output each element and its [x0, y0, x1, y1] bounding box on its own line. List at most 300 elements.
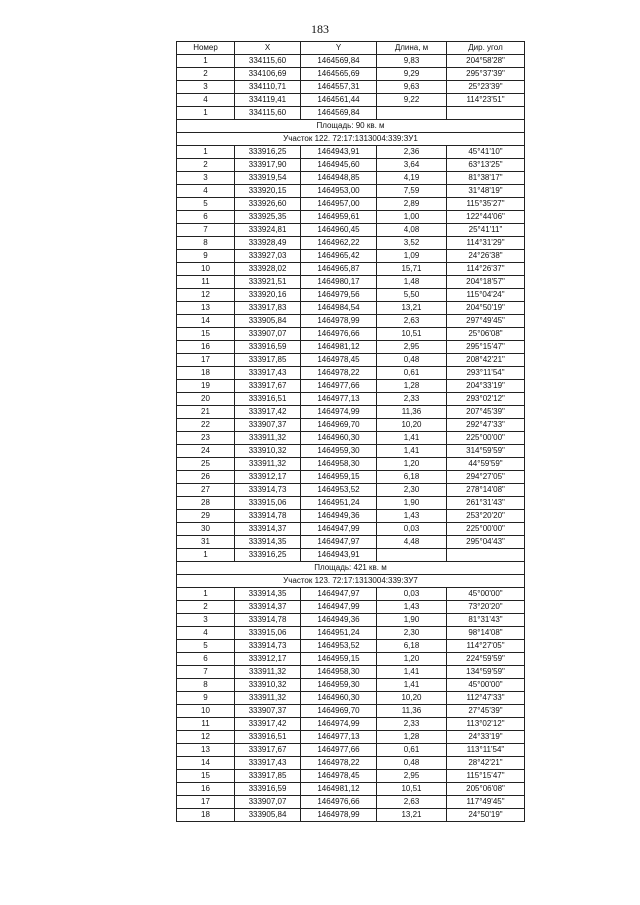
angle-cell: 44°59'59" [447, 458, 525, 471]
point-number-cell: 10 [177, 263, 235, 276]
x-cell: 333919,54 [235, 172, 301, 185]
x-cell: 333911,32 [235, 432, 301, 445]
x-cell: 333914,37 [235, 523, 301, 536]
angle-cell: 115°35'27" [447, 198, 525, 211]
y-cell: 1464984,54 [301, 302, 377, 315]
x-cell: 333917,67 [235, 380, 301, 393]
table-row [177, 731, 525, 744]
x-cell: 333917,85 [235, 770, 301, 783]
length-cell: 13,21 [377, 809, 447, 822]
angle-cell: 27°45'39" [447, 705, 525, 718]
point-number-cell: 8 [177, 679, 235, 692]
length-cell: 2,30 [377, 484, 447, 497]
y-cell: 1464557,31 [301, 81, 377, 94]
area-row [177, 562, 525, 575]
header-number: Номер [177, 42, 235, 55]
table-row [177, 484, 525, 497]
table-row [177, 458, 525, 471]
x-cell: 333907,37 [235, 705, 301, 718]
table-row [177, 198, 525, 211]
x-cell: 333927,03 [235, 250, 301, 263]
y-cell: 1464949,36 [301, 510, 377, 523]
length-cell: 0,03 [377, 523, 447, 536]
table-row [177, 653, 525, 666]
y-cell: 1464561,44 [301, 94, 377, 107]
point-number-cell: 10 [177, 705, 235, 718]
length-cell: 1,28 [377, 731, 447, 744]
point-number-cell: 21 [177, 406, 235, 419]
x-cell: 333928,49 [235, 237, 301, 250]
point-number-cell: 26 [177, 471, 235, 484]
coordinates-table [176, 41, 525, 822]
table-row [177, 705, 525, 718]
table-row [177, 796, 525, 809]
length-cell: 3,64 [377, 159, 447, 172]
y-cell: 1464978,22 [301, 757, 377, 770]
table-row [177, 68, 525, 81]
length-cell: 10,51 [377, 328, 447, 341]
x-cell: 333914,37 [235, 601, 301, 614]
x-cell: 333925,35 [235, 211, 301, 224]
y-cell: 1464960,30 [301, 692, 377, 705]
angle-cell: 314°59'59" [447, 445, 525, 458]
table-row [177, 146, 525, 159]
x-cell: 333920,16 [235, 289, 301, 302]
table-row [177, 614, 525, 627]
y-cell: 1464974,99 [301, 718, 377, 731]
x-cell: 333914,78 [235, 614, 301, 627]
angle-cell: 225°00'00" [447, 523, 525, 536]
angle-cell: 114°23'51" [447, 94, 525, 107]
table-row [177, 536, 525, 549]
length-cell: 3,52 [377, 237, 447, 250]
length-cell: 2,63 [377, 796, 447, 809]
angle-cell: 81°38'17" [447, 172, 525, 185]
angle-cell: 225°00'00" [447, 432, 525, 445]
length-cell: 4,48 [377, 536, 447, 549]
table-row [177, 471, 525, 484]
y-cell: 1464947,99 [301, 601, 377, 614]
angle-cell: 204°33'19" [447, 380, 525, 393]
table-row [177, 263, 525, 276]
point-number-cell: 14 [177, 757, 235, 770]
y-cell: 1464978,45 [301, 354, 377, 367]
table-row [177, 250, 525, 263]
angle-cell: 204°58'28" [447, 55, 525, 68]
point-number-cell: 12 [177, 731, 235, 744]
y-cell: 1464965,42 [301, 250, 377, 263]
y-cell: 1464943,91 [301, 549, 377, 562]
y-cell: 1464948,85 [301, 172, 377, 185]
page-number: 183 [311, 22, 329, 36]
x-cell: 333907,07 [235, 796, 301, 809]
point-number-cell: 19 [177, 380, 235, 393]
y-cell: 1464980,17 [301, 276, 377, 289]
length-cell: 5,50 [377, 289, 447, 302]
y-cell: 1464947,99 [301, 523, 377, 536]
point-number-cell: 1 [177, 107, 235, 120]
table-row [177, 55, 525, 68]
length-cell: 2,95 [377, 770, 447, 783]
length-cell: 11,36 [377, 705, 447, 718]
point-number-cell: 9 [177, 692, 235, 705]
length-cell: 2,30 [377, 627, 447, 640]
length-cell: 4,19 [377, 172, 447, 185]
y-cell: 1464976,66 [301, 328, 377, 341]
area-total: Площадь: 421 кв. м [177, 562, 525, 575]
x-cell: 333916,25 [235, 146, 301, 159]
angle-cell: 24°50'19" [447, 809, 525, 822]
x-cell: 333905,84 [235, 315, 301, 328]
angle-cell: 295°15'47" [447, 341, 525, 354]
angle-cell: 122°44'06" [447, 211, 525, 224]
y-cell: 1464977,66 [301, 380, 377, 393]
point-number-cell: 2 [177, 159, 235, 172]
table-body [177, 55, 525, 822]
length-cell: 0,61 [377, 744, 447, 757]
length-cell: 2,33 [377, 718, 447, 731]
point-number-cell: 15 [177, 328, 235, 341]
x-cell: 333912,17 [235, 471, 301, 484]
area-row [177, 120, 525, 133]
table-row [177, 432, 525, 445]
x-cell: 333914,78 [235, 510, 301, 523]
length-cell: 11,36 [377, 406, 447, 419]
length-cell: 1,41 [377, 666, 447, 679]
length-cell: 4,08 [377, 224, 447, 237]
x-cell: 333917,83 [235, 302, 301, 315]
table-row [177, 367, 525, 380]
y-cell: 1464953,00 [301, 185, 377, 198]
y-cell: 1464958,30 [301, 458, 377, 471]
length-cell: 9,63 [377, 81, 447, 94]
y-cell: 1464947,97 [301, 588, 377, 601]
point-number-cell: 3 [177, 614, 235, 627]
table-row [177, 107, 525, 120]
angle-cell: 205°06'08" [447, 783, 525, 796]
length-cell: 6,18 [377, 471, 447, 484]
length-cell: 1,00 [377, 211, 447, 224]
length-cell: 1,90 [377, 497, 447, 510]
table-row [177, 81, 525, 94]
x-cell: 333917,42 [235, 406, 301, 419]
length-cell: 1,20 [377, 653, 447, 666]
header-length: Длина, м [377, 42, 447, 55]
point-number-cell: 28 [177, 497, 235, 510]
angle-cell: 81°31'43" [447, 614, 525, 627]
y-cell: 1464951,24 [301, 497, 377, 510]
point-number-cell: 1 [177, 588, 235, 601]
x-cell: 333917,42 [235, 718, 301, 731]
table-row [177, 406, 525, 419]
y-cell: 1464958,30 [301, 666, 377, 679]
point-number-cell: 30 [177, 523, 235, 536]
point-number-cell: 4 [177, 185, 235, 198]
x-cell: 333914,35 [235, 536, 301, 549]
point-number-cell: 5 [177, 640, 235, 653]
x-cell: 333912,17 [235, 653, 301, 666]
y-cell: 1464969,70 [301, 419, 377, 432]
plot-title-row [177, 575, 525, 588]
length-cell: 1,43 [377, 601, 447, 614]
plot-title: Участок 123. 72:17:1313004:339:ЗУ7 [177, 575, 525, 588]
y-cell: 1464960,30 [301, 432, 377, 445]
point-number-cell: 5 [177, 198, 235, 211]
length-cell: 2,95 [377, 341, 447, 354]
table-row [177, 172, 525, 185]
point-number-cell: 6 [177, 653, 235, 666]
x-cell: 333910,32 [235, 445, 301, 458]
point-number-cell: 9 [177, 250, 235, 263]
angle-cell: 208°42'21" [447, 354, 525, 367]
y-cell: 1464981,12 [301, 783, 377, 796]
y-cell: 1464959,15 [301, 471, 377, 484]
x-cell: 333907,07 [235, 328, 301, 341]
y-cell: 1464969,70 [301, 705, 377, 718]
y-cell: 1464976,66 [301, 796, 377, 809]
x-cell: 333926,60 [235, 198, 301, 211]
x-cell: 333916,25 [235, 549, 301, 562]
angle-cell: 73°20'20" [447, 601, 525, 614]
table-row [177, 640, 525, 653]
y-cell: 1464978,45 [301, 770, 377, 783]
point-number-cell: 4 [177, 627, 235, 640]
y-cell: 1464959,30 [301, 445, 377, 458]
angle-cell: 114°27'05" [447, 640, 525, 653]
angle-cell: 45°41'10" [447, 146, 525, 159]
point-number-cell: 12 [177, 289, 235, 302]
angle-cell: 28°42'21" [447, 757, 525, 770]
table-row [177, 328, 525, 341]
angle-cell: 115°04'24" [447, 289, 525, 302]
length-cell: 1,28 [377, 380, 447, 393]
length-cell: 10,20 [377, 692, 447, 705]
table-row [177, 497, 525, 510]
angle-cell: 224°59'59" [447, 653, 525, 666]
table-row [177, 770, 525, 783]
length-cell: 10,51 [377, 783, 447, 796]
angle-cell: 113°11'54" [447, 744, 525, 757]
table-row [177, 380, 525, 393]
x-cell: 333917,67 [235, 744, 301, 757]
angle-cell: 293°02'12" [447, 393, 525, 406]
plot-title-row [177, 133, 525, 146]
y-cell: 1464569,84 [301, 107, 377, 120]
angle-cell [447, 549, 525, 562]
angle-cell: 114°26'37" [447, 263, 525, 276]
x-cell: 334110,71 [235, 81, 301, 94]
length-cell: 1,90 [377, 614, 447, 627]
point-number-cell: 1 [177, 146, 235, 159]
angle-cell: 295°04'43" [447, 536, 525, 549]
y-cell: 1464962,22 [301, 237, 377, 250]
x-cell: 334115,60 [235, 55, 301, 68]
table-row [177, 783, 525, 796]
point-number-cell: 31 [177, 536, 235, 549]
angle-cell: 207°45'39" [447, 406, 525, 419]
length-cell: 13,21 [377, 302, 447, 315]
angle-cell: 112°47'33" [447, 692, 525, 705]
length-cell: 1,09 [377, 250, 447, 263]
length-cell: 2,33 [377, 393, 447, 406]
x-cell: 333905,84 [235, 809, 301, 822]
length-cell: 15,71 [377, 263, 447, 276]
y-cell: 1464978,99 [301, 809, 377, 822]
y-cell: 1464569,84 [301, 55, 377, 68]
angle-cell: 31°48'19" [447, 185, 525, 198]
angle-cell: 253°20'20" [447, 510, 525, 523]
angle-cell: 113°02'12" [447, 718, 525, 731]
length-cell: 9,22 [377, 94, 447, 107]
length-cell: 2,36 [377, 146, 447, 159]
point-number-cell: 8 [177, 237, 235, 250]
point-number-cell: 11 [177, 718, 235, 731]
angle-cell: 25°41'11" [447, 224, 525, 237]
angle-cell: 114°31'29" [447, 237, 525, 250]
point-number-cell: 15 [177, 770, 235, 783]
angle-cell [447, 107, 525, 120]
y-cell: 1464957,00 [301, 198, 377, 211]
y-cell: 1464945,60 [301, 159, 377, 172]
point-number-cell: 11 [177, 276, 235, 289]
x-cell: 334119,41 [235, 94, 301, 107]
point-number-cell: 17 [177, 796, 235, 809]
table-row [177, 354, 525, 367]
length-cell: 2,63 [377, 315, 447, 328]
length-cell: 9,83 [377, 55, 447, 68]
y-cell: 1464959,61 [301, 211, 377, 224]
length-cell [377, 107, 447, 120]
length-cell: 1,43 [377, 510, 447, 523]
angle-cell: 25°06'08" [447, 328, 525, 341]
angle-cell: 24°26'38" [447, 250, 525, 263]
point-number-cell: 25 [177, 458, 235, 471]
length-cell: 1,41 [377, 432, 447, 445]
table-row [177, 757, 525, 770]
table-row [177, 523, 525, 536]
x-cell: 333911,32 [235, 692, 301, 705]
x-cell: 333914,35 [235, 588, 301, 601]
y-cell: 1464965,87 [301, 263, 377, 276]
length-cell: 1,48 [377, 276, 447, 289]
table-row [177, 692, 525, 705]
point-number-cell: 18 [177, 367, 235, 380]
point-number-cell: 22 [177, 419, 235, 432]
angle-cell: 295°37'39" [447, 68, 525, 81]
x-cell: 333914,73 [235, 484, 301, 497]
point-number-cell: 7 [177, 224, 235, 237]
x-cell: 334106,69 [235, 68, 301, 81]
y-cell: 1464979,56 [301, 289, 377, 302]
length-cell: 6,18 [377, 640, 447, 653]
point-number-cell: 20 [177, 393, 235, 406]
x-cell: 333915,06 [235, 627, 301, 640]
table-row [177, 289, 525, 302]
x-cell: 333911,32 [235, 666, 301, 679]
y-cell: 1464978,22 [301, 367, 377, 380]
length-cell [377, 549, 447, 562]
y-cell: 1464959,30 [301, 679, 377, 692]
point-number-cell: 1 [177, 55, 235, 68]
table-row [177, 627, 525, 640]
length-cell: 10,20 [377, 419, 447, 432]
x-cell: 333921,51 [235, 276, 301, 289]
length-cell: 9,29 [377, 68, 447, 81]
x-cell: 333916,59 [235, 783, 301, 796]
header-x: X [235, 42, 301, 55]
length-cell: 1,41 [377, 679, 447, 692]
point-number-cell: 3 [177, 172, 235, 185]
table-row [177, 302, 525, 315]
length-cell: 0,61 [377, 367, 447, 380]
x-cell: 333917,43 [235, 367, 301, 380]
length-cell: 0,48 [377, 757, 447, 770]
y-cell: 1464951,24 [301, 627, 377, 640]
angle-cell: 261°31'43" [447, 497, 525, 510]
table-row [177, 809, 525, 822]
x-cell: 333915,06 [235, 497, 301, 510]
point-number-cell: 16 [177, 783, 235, 796]
x-cell: 333916,51 [235, 393, 301, 406]
length-cell: 1,20 [377, 458, 447, 471]
table-row [177, 224, 525, 237]
table-row [177, 445, 525, 458]
point-number-cell: 18 [177, 809, 235, 822]
table-row [177, 419, 525, 432]
point-number-cell: 2 [177, 68, 235, 81]
table-row [177, 185, 525, 198]
y-cell: 1464977,66 [301, 744, 377, 757]
x-cell: 333914,73 [235, 640, 301, 653]
x-cell: 333907,37 [235, 419, 301, 432]
length-cell: 7,59 [377, 185, 447, 198]
y-cell: 1464943,91 [301, 146, 377, 159]
table-row [177, 679, 525, 692]
point-number-cell: 4 [177, 94, 235, 107]
angle-cell: 45°00'00" [447, 588, 525, 601]
x-cell: 333916,59 [235, 341, 301, 354]
point-number-cell: 2 [177, 601, 235, 614]
angle-cell: 25°23'39" [447, 81, 525, 94]
table-row [177, 510, 525, 523]
x-cell: 333920,15 [235, 185, 301, 198]
table-row [177, 666, 525, 679]
plot-title: Участок 122. 72:17:1313004:339:ЗУ1 [177, 133, 525, 146]
angle-cell: 292°47'33" [447, 419, 525, 432]
y-cell: 1464947,97 [301, 536, 377, 549]
length-cell: 2,89 [377, 198, 447, 211]
table-row [177, 744, 525, 757]
y-cell: 1464974,99 [301, 406, 377, 419]
angle-cell: 24°33'19" [447, 731, 525, 744]
point-number-cell: 3 [177, 81, 235, 94]
y-cell: 1464981,12 [301, 341, 377, 354]
point-number-cell: 1 [177, 549, 235, 562]
table-row [177, 718, 525, 731]
point-number-cell: 13 [177, 744, 235, 757]
angle-cell: 293°11'54" [447, 367, 525, 380]
point-number-cell: 29 [177, 510, 235, 523]
x-cell: 333924,81 [235, 224, 301, 237]
x-cell: 334115,60 [235, 107, 301, 120]
table-row [177, 315, 525, 328]
table-row [177, 276, 525, 289]
point-number-cell: 13 [177, 302, 235, 315]
point-number-cell: 7 [177, 666, 235, 679]
point-number-cell: 24 [177, 445, 235, 458]
length-cell: 0,48 [377, 354, 447, 367]
x-cell: 333917,43 [235, 757, 301, 770]
